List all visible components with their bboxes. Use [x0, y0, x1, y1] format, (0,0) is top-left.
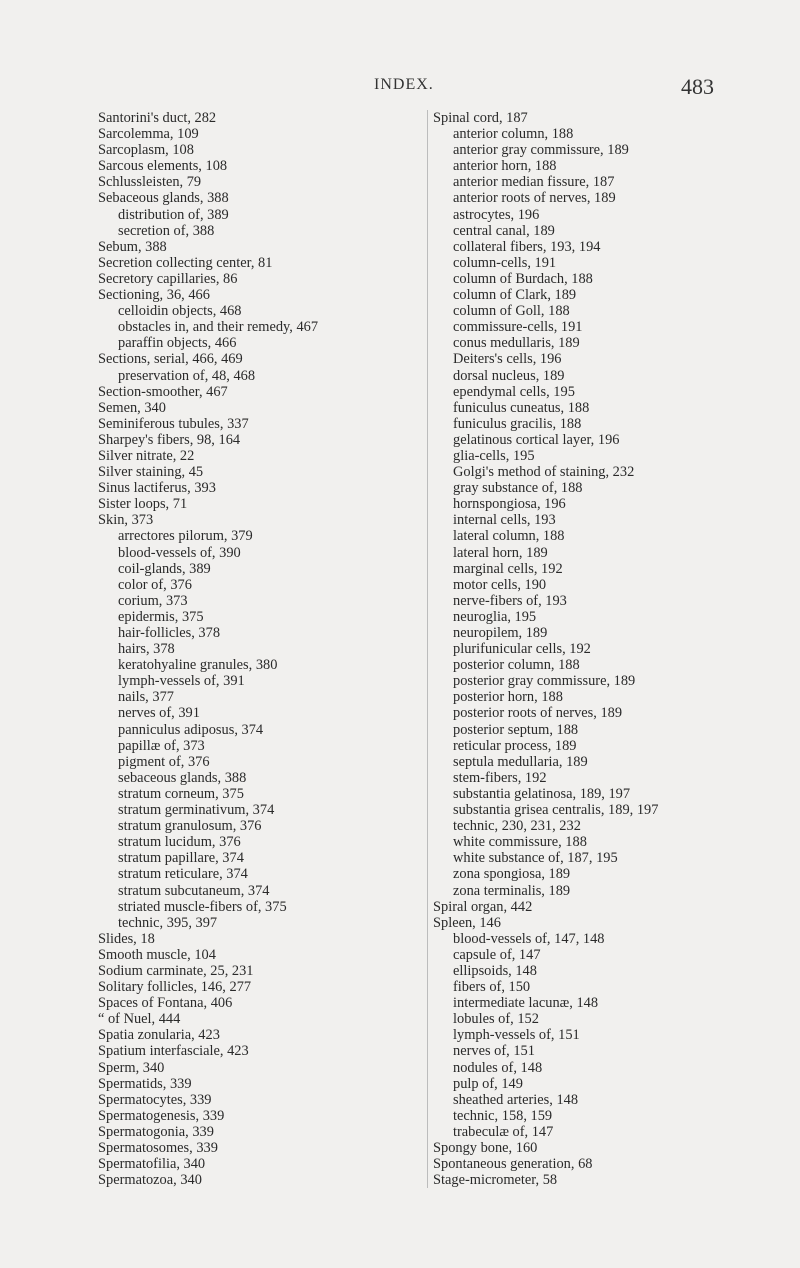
index-entry: Spermatofilia, 340 — [98, 1156, 206, 1173]
index-subentry: pigment of, 376 — [118, 753, 210, 770]
index-entry: Stage-micrometer, 58 — [433, 1172, 558, 1189]
index-subentry: septula medullaria, 189 — [453, 753, 588, 770]
index-entry: “ of Nuel, 444 — [98, 1011, 181, 1028]
index-entry: Sharpey's fibers, 98, 164 — [98, 431, 241, 448]
index-subentry: anterior roots of nerves, 189 — [453, 190, 616, 207]
index-entry: Sodium carminate, 25, 231 — [98, 962, 254, 979]
index-entry: Smooth muscle, 104 — [98, 946, 216, 963]
index-subentry: central canal, 189 — [453, 222, 555, 239]
index-subentry: technic, 230, 231, 232 — [453, 818, 581, 835]
index-subentry: epidermis, 375 — [118, 608, 204, 625]
index-entry: Spatia zonularia, 423 — [98, 1027, 220, 1044]
index-entry: Schlussleisten, 79 — [98, 174, 202, 191]
index-entry: Spermatocytes, 339 — [98, 1091, 212, 1108]
index-subentry: stratum subcutaneum, 374 — [118, 882, 270, 899]
index-subentry: nails, 377 — [118, 689, 174, 706]
index-subentry: gelatinous cortical layer, 196 — [453, 431, 620, 448]
index-subentry: trabeculæ of, 147 — [453, 1123, 554, 1140]
index-subentry: secretion of, 388 — [118, 222, 215, 239]
index-entry: Solitary follicles, 146, 277 — [98, 979, 252, 996]
index-subentry: striated muscle-fibers of, 375 — [118, 898, 287, 915]
index-subentry: arrectores pilorum, 379 — [118, 528, 253, 545]
index-subentry: color of, 376 — [118, 576, 192, 593]
index-subentry: dorsal nucleus, 189 — [453, 367, 565, 384]
index-entry: Spatium interfasciale, 423 — [98, 1043, 249, 1060]
index-subentry: funiculus gracilis, 188 — [453, 415, 582, 432]
index-subentry: hairs, 378 — [118, 641, 175, 658]
index-subentry: commissure-cells, 191 — [453, 319, 583, 336]
index-subentry: Deiters's cells, 196 — [453, 351, 562, 368]
index-subentry: column of Goll, 188 — [453, 303, 570, 320]
index-subentry: stratum papillare, 374 — [118, 850, 244, 867]
index-entry: Spermatogenesis, 339 — [98, 1107, 225, 1124]
index-entry: Sectioning, 36, 466 — [98, 287, 210, 304]
index-subentry: preservation of, 48, 468 — [118, 367, 256, 384]
index-subentry: keratohyaline granules, 380 — [118, 657, 278, 674]
index-entry: Spinal cord, 187 — [433, 110, 528, 126]
index-subentry: hair-follicles, 378 — [118, 625, 221, 641]
index-entry: Spermatogonia, 339 — [98, 1123, 214, 1140]
index-entry: Secretion collecting center, 81 — [98, 254, 273, 271]
index-subentry: nodules of, 148 — [453, 1059, 543, 1076]
index-subentry: zona spongiosa, 189 — [453, 866, 571, 883]
running-title: INDEX. — [374, 76, 434, 93]
index-subentry: technic, 395, 397 — [118, 914, 218, 931]
index-subentry: corium, 373 — [118, 592, 188, 609]
index-entry: Semen, 340 — [98, 399, 166, 416]
index-subentry: stratum lucidum, 376 — [118, 834, 241, 851]
index-subentry: white substance of, 187, 195 — [453, 850, 618, 867]
index-entry: Sister loops, 71 — [98, 496, 188, 513]
index-entry: Sebaceous glands, 388 — [98, 190, 229, 207]
index-subentry: posterior horn, 188 — [453, 689, 563, 706]
index-subentry: nerves of, 391 — [118, 705, 200, 722]
index-subentry: stratum granulosum, 376 — [118, 818, 262, 835]
index-subentry: Golgi's method of staining, 232 — [453, 464, 635, 481]
index-subentry: paraffin objects, 466 — [118, 335, 237, 352]
index-subentry: blood-vessels of, 390 — [118, 544, 241, 561]
index-subentry: column-cells, 191 — [453, 254, 557, 271]
index-subentry: posterior column, 188 — [453, 657, 580, 674]
index-subentry: ellipsoids, 148 — [453, 962, 537, 979]
index-subentry: substantia gelatinosa, 189, 197 — [453, 785, 631, 802]
index-entry: Sarcolemma, 109 — [98, 126, 199, 143]
index-entry: Spermatids, 339 — [98, 1075, 192, 1092]
index-subentry: sebaceous glands, 388 — [118, 769, 247, 786]
index-subentry: astrocytes, 196 — [453, 206, 540, 223]
index-subentry: hornspongiosa, 196 — [453, 496, 566, 513]
index-entry: Section-smoother, 467 — [98, 383, 228, 400]
index-subentry: distribution of, 389 — [118, 206, 229, 223]
index-subentry: white commissure, 188 — [453, 834, 587, 851]
index-subentry: blood-vessels of, 147, 148 — [453, 930, 605, 947]
page-header — [0, 74, 800, 104]
index-subentry: lateral column, 188 — [453, 528, 565, 545]
index-subentry: substantia grisea centralis, 189, 197 — [453, 802, 659, 819]
index-entry: Sarcoplasm, 108 — [98, 142, 194, 159]
index-subentry: intermediate lacunæ, 148 — [453, 995, 599, 1012]
index-entry: Spleen, 146 — [433, 914, 501, 931]
index-subentry: glia-cells, 195 — [453, 447, 535, 464]
index-entry: Seminiferous tubules, 337 — [98, 415, 249, 432]
index-subentry: funiculus cuneatus, 188 — [453, 399, 590, 416]
index-entry: Spermatozoa, 340 — [98, 1172, 202, 1189]
index-subentry: nerves of, 151 — [453, 1043, 535, 1060]
index-entry: Sebum, 388 — [98, 238, 167, 255]
index-subentry: stem-fibers, 192 — [453, 769, 547, 786]
index-subentry: column of Burdach, 188 — [453, 270, 593, 287]
index-subentry: column of Clark, 189 — [453, 287, 577, 304]
index-subentry: lobules of, 152 — [453, 1011, 539, 1028]
index-entry: Spontaneous generation, 68 — [433, 1156, 593, 1173]
index-column-left — [98, 110, 418, 1188]
index-entry: Secretory capillaries, 86 — [98, 270, 238, 287]
index-subentry: collateral fibers, 193, 194 — [453, 238, 601, 255]
index-entry: Spongy bone, 160 — [433, 1140, 538, 1156]
index-subentry: plurifunicular cells, 192 — [453, 641, 591, 658]
index-entry: Spermatosomes, 339 — [98, 1140, 218, 1156]
index-entry: Spaces of Fontana, 406 — [98, 995, 233, 1012]
index-subentry: lymph-vessels of, 391 — [118, 673, 245, 690]
index-subentry: internal cells, 193 — [453, 512, 556, 529]
index-entry: Sections, serial, 466, 469 — [98, 351, 243, 368]
index-subentry: stratum germinativum, 374 — [118, 802, 275, 819]
index-subentry: neuropilem, 189 — [453, 625, 548, 641]
index-entry: Santorini's duct, 282 — [98, 110, 217, 126]
index-subentry: motor cells, 190 — [453, 576, 547, 593]
index-subentry: lateral horn, 189 — [453, 544, 548, 561]
index-subentry: marginal cells, 192 — [453, 560, 563, 577]
index-subentry: celloidin objects, 468 — [118, 303, 242, 320]
index-subentry: technic, 158, 159 — [453, 1107, 553, 1124]
index-subentry: ependymal cells, 195 — [453, 383, 575, 400]
index-entry: Sperm, 340 — [98, 1059, 165, 1076]
index-subentry: pulp of, 149 — [453, 1075, 523, 1092]
index-subentry: conus medullaris, 189 — [453, 335, 580, 352]
index-subentry: zona terminalis, 189 — [453, 882, 571, 899]
index-subentry: neuroglia, 195 — [453, 608, 537, 625]
index-subentry: reticular process, 189 — [453, 737, 577, 754]
index-subentry: nerve-fibers of, 193 — [453, 592, 567, 609]
index-subentry: stratum corneum, 375 — [118, 785, 244, 802]
index-entry: Spiral organ, 442 — [433, 898, 533, 915]
index-subentry: coil-glands, 389 — [118, 560, 211, 577]
index-subentry: fibers of, 150 — [453, 979, 531, 996]
index-subentry: stratum reticulare, 374 — [118, 866, 248, 883]
index-subentry: papillæ of, 373 — [118, 737, 205, 754]
index-subentry: capsule of, 147 — [453, 946, 541, 963]
index-subentry: posterior gray commissure, 189 — [453, 673, 636, 690]
index-column-right — [427, 110, 773, 1188]
index-subentry: anterior gray commissure, 189 — [453, 142, 629, 159]
index-subentry: lymph-vessels of, 151 — [453, 1027, 580, 1044]
index-subentry: gray substance of, 188 — [453, 480, 583, 497]
index-subentry: panniculus adiposus, 374 — [118, 721, 264, 738]
index-subentry: anterior median fissure, 187 — [453, 174, 615, 191]
index-entry: Sarcous elements, 108 — [98, 158, 228, 175]
index-entry: Skin, 373 — [98, 512, 154, 529]
page-number: 483 — [681, 74, 714, 99]
index-subentry: obstacles in, and their remedy, 467 — [118, 319, 319, 336]
index-subentry: posterior roots of nerves, 189 — [453, 705, 623, 722]
index-subentry: sheathed arteries, 148 — [453, 1091, 579, 1108]
index-subentry: anterior column, 188 — [453, 126, 574, 143]
index-subentry: anterior horn, 188 — [453, 158, 557, 175]
index-entry: Sinus lactiferus, 393 — [98, 480, 216, 497]
index-entry: Silver staining, 45 — [98, 464, 204, 481]
index-subentry: posterior septum, 188 — [453, 721, 579, 738]
index-entry: Silver nitrate, 22 — [98, 447, 195, 464]
index-entry: Slides, 18 — [98, 930, 155, 947]
